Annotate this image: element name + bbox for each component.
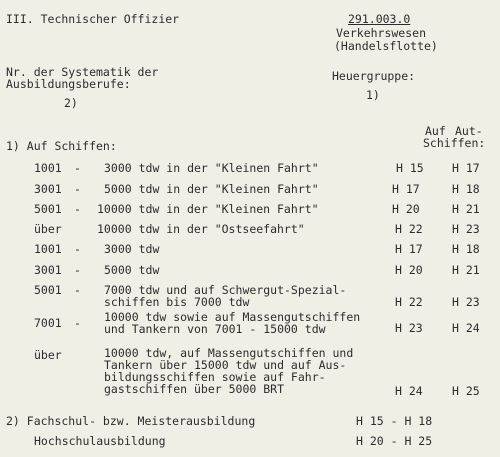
row-from: 5001 [34, 202, 62, 216]
column-header-auf: Auf [425, 124, 446, 138]
row-description-line: gastschiffen über 5000 BRT [104, 382, 285, 396]
systematik-label-line-1: Nr. der Systematik der [6, 65, 159, 79]
row-heuer-auf: H 20 [395, 263, 423, 277]
row-from: 7001 [34, 316, 62, 330]
row-heuer-auf: H 20 [392, 202, 420, 216]
row-dash: - [74, 242, 81, 256]
row-from: über [34, 348, 62, 362]
row-heuer-auf: H 15 [396, 161, 424, 175]
systematik-label-line-2: Ausbildungsberufe: [6, 77, 131, 91]
row-heuer-auf: H 17 [395, 242, 423, 256]
hochschul-range: H 20 - H 25 [356, 434, 433, 448]
row-heuer-auf: H 22 [395, 222, 423, 236]
row-description: 3000 tdw [104, 242, 160, 256]
row-heuer-auf: H 23 [395, 321, 423, 335]
row-description-line: und Tankern von 7001 - 15000 tdw [104, 322, 326, 336]
occupation-code: 291.003.0 [348, 12, 411, 26]
row-heuer-aut: H 17 [452, 161, 480, 175]
row-description-line: schiffen bis 7000 tdw [104, 295, 250, 309]
row-heuer-aut: H 18 [452, 242, 480, 256]
row-heuer-aut: H 24 [452, 321, 480, 335]
row-from: 3001 [34, 263, 62, 277]
row-from: über [34, 222, 62, 236]
row-heuer-auf: H 17 [392, 182, 420, 196]
column-header-schiffen: Schiffen: [423, 136, 486, 150]
row-heuer-auf: H 24 [395, 384, 423, 398]
row-heuer-aut: H 23 [452, 222, 480, 236]
row-from: 1001 [34, 242, 62, 256]
row-description-line: 10000 tdw, auf Massengutschiffen und [104, 346, 354, 360]
row-heuer-auf: H 22 [395, 295, 423, 309]
row-heuer-aut: H 25 [452, 384, 480, 398]
row-dash: - [74, 161, 81, 175]
row-from: 3001 [34, 182, 62, 196]
row-heuer-aut: H 21 [452, 263, 480, 277]
row-description-line: 10000 tdw sowie auf Massengutschiffen [104, 310, 361, 324]
row-heuer-aut: H 21 [452, 202, 480, 216]
row-description-line: Tankern über 15000 tdw und auf Aus- [104, 358, 347, 372]
row-from: 5001 [34, 283, 62, 297]
fachschul-range: H 15 - H 18 [356, 414, 433, 428]
row-dash: - [74, 182, 81, 196]
row-description: 5000 tdw in der "Kleinen Fahrt" [104, 182, 319, 196]
row-dash: - [74, 202, 81, 216]
row-heuer-aut: H 23 [452, 295, 480, 309]
row-description: 3000 tdw in der "Kleinen Fahrt" [104, 161, 319, 175]
column-header-aut: Aut- [455, 124, 483, 138]
row-description-line: 7000 tdw und auf Schwergut-Spezial- [104, 283, 347, 297]
row-heuer-aut: H 18 [452, 182, 480, 196]
row-description-line: bildungsschiffen sowie auf Fahr- [104, 370, 326, 384]
heuergruppe-footnote: 1) [366, 88, 380, 102]
row-dash: - [74, 283, 81, 297]
row-description: 5000 tdw [104, 263, 160, 277]
row-from: 1001 [34, 161, 62, 175]
page-title: III. Technischer Offizier [6, 12, 180, 26]
row-description: 10000 tdw in der "Ostseefahrt" [97, 222, 305, 236]
category-line-2: (Handelsflotte) [334, 39, 438, 53]
row-description: 10000 tdw in der "Kleinen Fahrt" [97, 202, 319, 216]
systematik-footnote: 2) [64, 96, 78, 110]
heuergruppe-label: Heuergruppe: [332, 69, 416, 83]
row-dash: - [74, 263, 81, 277]
hochschul-label: Hochschulausbildung [34, 434, 166, 448]
section-1-heading: 1) Auf Schiffen: [6, 139, 117, 153]
category-line-1: Verkehrswesen [336, 26, 427, 40]
fachschul-label: 2) Fachschul- bzw. Meisterausbildung [6, 414, 256, 428]
row-dash: - [74, 316, 81, 330]
